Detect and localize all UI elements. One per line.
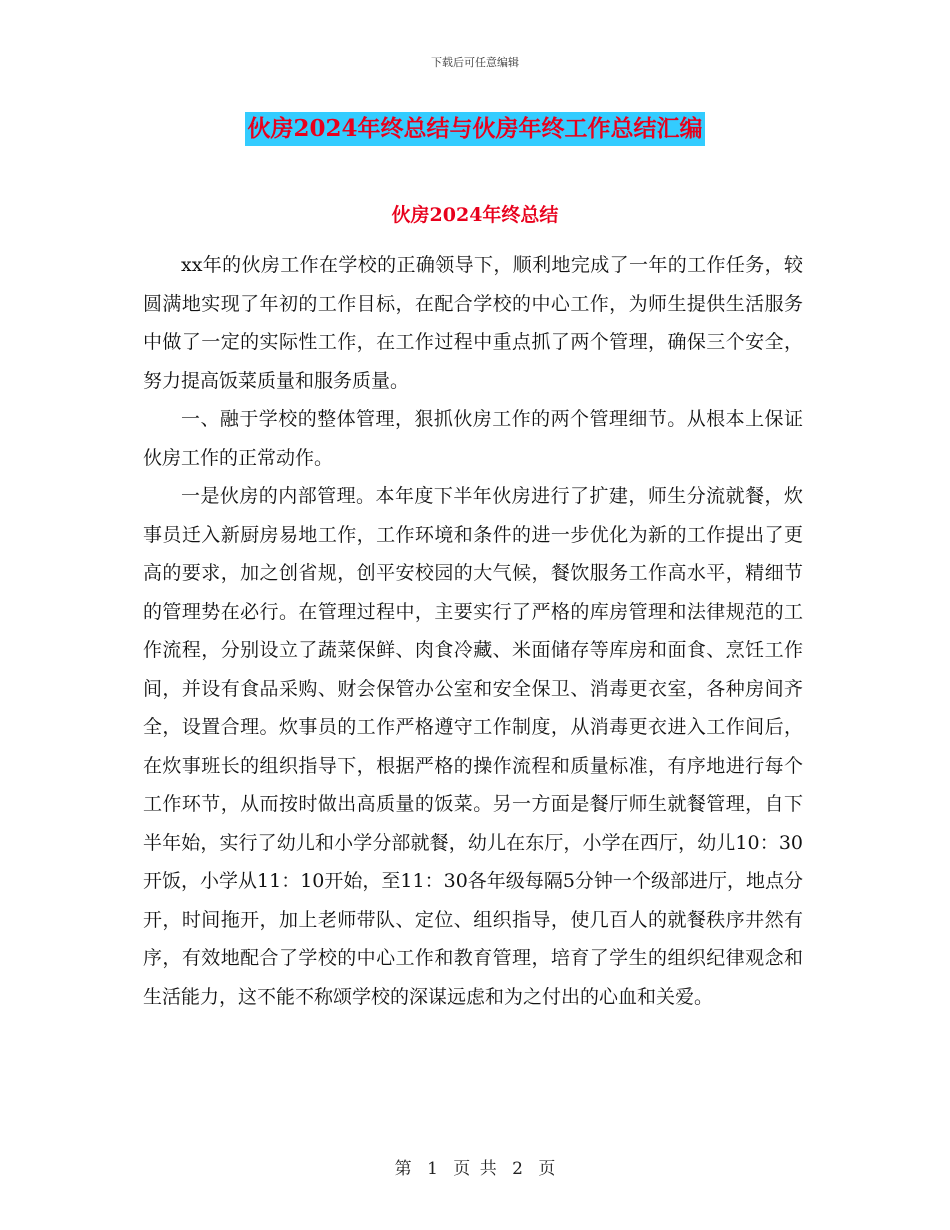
paragraph-intro: xx年的伙房工作在学校的正确领导下，顺利地完成了一年的工作任务，较圆满地实现了年初的工作目标，在配合学校的中心工作，为师生提供生活服务中做了一定的实际性工作，在工作过程中重点抓了两个管理，确保三个安全，努力提高饭菜质量和服务质量。 (143, 254, 803, 392)
total-pages-number: 2 (512, 1159, 523, 1179)
page-label-mid: 页 共 (453, 1159, 497, 1179)
page-footer (0, 1154, 950, 1179)
header-note: 下载后可任意编辑 (431, 56, 519, 69)
document-title: 伙房2024年终总结与伙房年终工作总结汇编 (245, 112, 704, 146)
document-body (143, 246, 803, 1016)
page-label-suffix: 页 (538, 1159, 556, 1179)
current-page-number: 1 (427, 1159, 438, 1179)
section-title: 伙房2024年终总结 (391, 204, 559, 226)
paragraph-section-one: 一、融于学校的整体管理，狠抓伙房工作的两个管理细节。从根本上保证伙房工作的正常动作。 (143, 408, 803, 469)
paragraph-internal-management: 一是伙房的内部管理。本年度下半年伙房进行了扩建，师生分流就餐，炊事员迁入新厨房易地工作，工作环境和条件的进一步优化为新的工作提出了更高的要求，加之创省规，创平安校园的大气候，餐饮服务工作高水平，精细节的管理势在必行。在管理过程中，主要实行了严格的库房管理和法律规范的工作流程，分别设立了蔬菜保鲜、肉食冷藏、米面储存等库房和面食、烹饪工作间，并设有食品采购、财会保管办公室和安全保卫、消毒更衣室，各种房间齐全，设置合理。炊事员的工作严格遵守工作制度，从消毒更衣进入工作间后，在炊事班长的组织指导下，根据严格的操作流程和质量标准，有序地进行每个工作环节，从而按时做出高质量的饭菜。另一方面是餐厅师生就餐管理，自下半年始，实行了幼儿和小学分部就餐，幼儿在东厅，小学在西厅，幼儿10：30开饭，小学从11：10开始，至11：30各年级每隔5分钟一个级部进厅，地点分开，时间拖开，加上老师带队、定位、组织指导，使几百人的就餐秩序井然有序，有效地配合了学校的中心工作和教育管理，培育了学生的组织纪律观念和生活能力，这不能不称颂学校的深谋远虑和为之付出的心血和关爱。 (143, 485, 803, 1008)
document-title-wrapper (0, 112, 950, 146)
page-label-prefix: 第 (394, 1159, 412, 1179)
